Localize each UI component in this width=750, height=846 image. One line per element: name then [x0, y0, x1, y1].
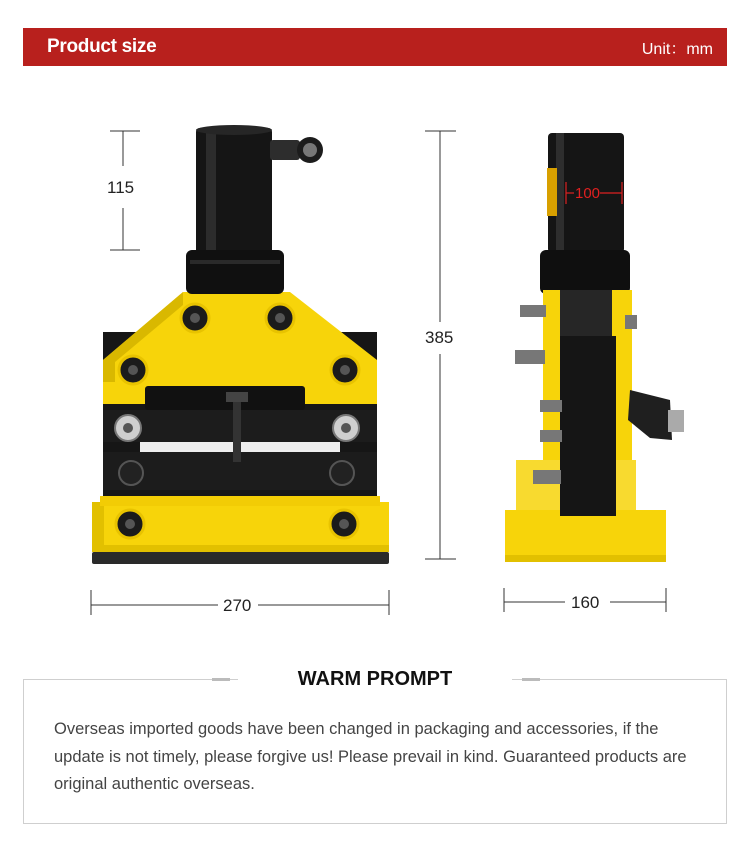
header-title: Product size: [47, 36, 157, 57]
dim-cylinder-height: 115: [104, 178, 137, 198]
warm-prompt-title: [24, 668, 726, 691]
warm-prompt-title-text: WARM PROMPT: [238, 668, 512, 690]
dim-cylinder-diameter: 100: [575, 185, 601, 202]
dim-side-width: 160: [568, 593, 602, 613]
dim-total-height: 385: [422, 328, 456, 348]
dim-front-width: 270: [220, 596, 254, 616]
header-bar: [23, 28, 727, 66]
warm-prompt-text: Overseas imported goods have been changed in packaging and accessories, if the update is not timely, please forgive us! Please prevail in kind. Guaranteed products are original authentic overseas.: [54, 720, 687, 793]
warm-prompt-box: [23, 668, 727, 824]
product-figure: [0, 100, 750, 640]
unit-label: Unit：mm: [641, 40, 713, 58]
